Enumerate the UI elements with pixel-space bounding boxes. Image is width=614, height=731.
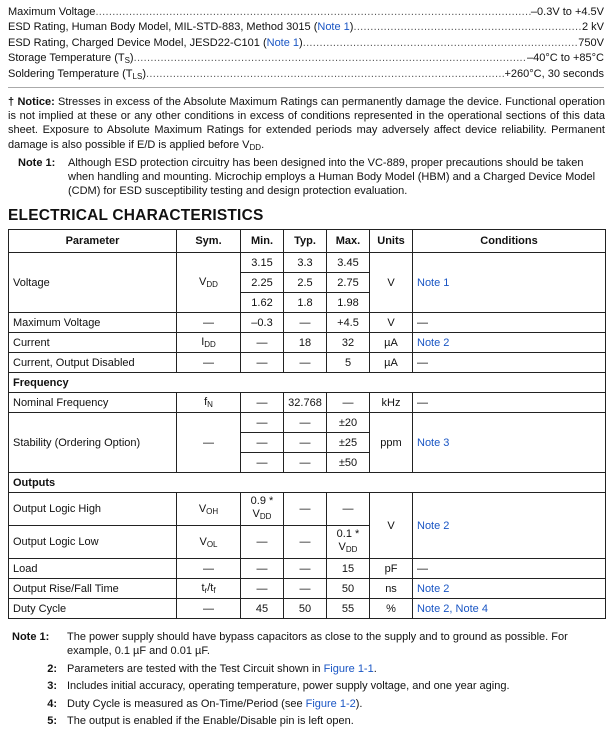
param-cell: Current bbox=[9, 333, 177, 353]
unit-cell: V bbox=[370, 253, 413, 313]
footnote bbox=[12, 697, 606, 711]
max-cell: ±50 bbox=[327, 453, 370, 473]
typ-cell: 2.5 bbox=[284, 273, 327, 293]
typ-cell: 1.8 bbox=[284, 293, 327, 313]
sym-cell: $I_{DD}$ bbox=[177, 333, 241, 353]
note-2-link[interactable]: Note 2 bbox=[417, 519, 450, 532]
param-cell: Nominal Frequency bbox=[9, 393, 177, 413]
figure-1-1-link[interactable]: Figure 1-1 bbox=[323, 662, 374, 675]
table-header-row bbox=[9, 230, 606, 253]
sym-cell: — bbox=[177, 599, 241, 619]
cond-cell: — bbox=[413, 393, 606, 413]
note-label: Note 1: bbox=[18, 157, 56, 169]
footnote-text: The output is enabled if the Enable/Disable pin is left open. bbox=[67, 715, 354, 728]
typ-cell: 18 bbox=[284, 333, 327, 353]
section-row bbox=[9, 373, 606, 393]
table-row bbox=[9, 559, 606, 579]
min-cell: — bbox=[241, 353, 284, 373]
max-cell: 15 bbox=[327, 559, 370, 579]
section-heading: Frequency bbox=[9, 373, 606, 393]
footnote-label: 2: bbox=[47, 662, 57, 675]
footnote-text: Includes initial accuracy, operating temperature, power supply voltage, and one year aging. bbox=[67, 680, 510, 693]
note-1-link[interactable]: Note 1 bbox=[317, 21, 350, 34]
footnote bbox=[12, 662, 606, 676]
divider bbox=[8, 87, 604, 88]
unit-cell: ns bbox=[370, 579, 413, 599]
table-row bbox=[9, 353, 606, 373]
param-cell: Maximum Voltage bbox=[9, 313, 177, 333]
max-cell: — bbox=[327, 393, 370, 413]
section-title: ELECTRICAL CHARACTERISTICS bbox=[8, 207, 264, 224]
max-cell: 0.1 * $V_{DD}$ bbox=[327, 526, 370, 559]
esd-note bbox=[18, 156, 605, 199]
typ-cell: — bbox=[284, 526, 327, 559]
param-cell: Stability (Ordering Option) bbox=[9, 413, 177, 473]
sym-cell: $V_{OH}$ bbox=[177, 493, 241, 526]
min-cell: 45 bbox=[241, 599, 284, 619]
min-cell: — bbox=[241, 413, 284, 433]
max-cell: ±25 bbox=[327, 433, 370, 453]
min-cell: 0.9 * $V_{DD}$ bbox=[241, 493, 284, 526]
rating-row bbox=[8, 67, 604, 82]
note-1-link[interactable]: Note 1 bbox=[417, 276, 450, 289]
min-cell: — bbox=[241, 393, 284, 413]
cond-cell bbox=[413, 599, 606, 619]
sym-cell: — bbox=[177, 413, 241, 473]
note-1-link[interactable]: Note 1 bbox=[266, 36, 300, 49]
max-cell: 5 bbox=[327, 353, 370, 373]
max-cell: 55 bbox=[327, 599, 370, 619]
max-cell: 2.75 bbox=[327, 273, 370, 293]
sym-cell: $V_{DD}$ bbox=[177, 253, 241, 313]
note-text: Although ESD protection circuitry has been designed into the VC-889, proper precautions should be taken when handling and mounting. Microchip employs a Human Body Model (HBM) and a Charged Device Model (CDM) for ESD susceptibility testing and design protection evaluation. bbox=[68, 157, 596, 198]
footnote-text: Duty Cycle is measured as On-Time/Period (see Figure 1-2). bbox=[67, 697, 363, 710]
table-row bbox=[9, 253, 606, 273]
section-row bbox=[9, 473, 606, 493]
unit-cell: % bbox=[370, 599, 413, 619]
absolute-ratings-list bbox=[8, 5, 604, 82]
unit-cell: kHz bbox=[370, 393, 413, 413]
max-cell: 1.98 bbox=[327, 293, 370, 313]
note-2-link[interactable]: Note 2 bbox=[417, 336, 450, 349]
col-header: Typ. bbox=[284, 230, 327, 253]
leader-dots bbox=[303, 36, 579, 51]
param-cell: Duty Cycle bbox=[9, 599, 177, 619]
sym-cell: — bbox=[177, 313, 241, 333]
footnote-text: Parameters are tested with the Test Circuit shown in Figure 1-1. bbox=[67, 662, 377, 675]
footnote bbox=[12, 630, 606, 659]
section-heading: Outputs bbox=[9, 473, 606, 493]
table-footnotes bbox=[12, 630, 606, 731]
typ-cell: — bbox=[284, 559, 327, 579]
rating-value: –0.3V to +4.5V bbox=[530, 6, 604, 18]
rating-row bbox=[8, 20, 604, 35]
min-cell: — bbox=[241, 453, 284, 473]
table-row bbox=[9, 313, 606, 333]
min-cell: — bbox=[241, 579, 284, 599]
max-cell: +4.5 bbox=[327, 313, 370, 333]
cond-cell: — bbox=[413, 313, 606, 333]
note-2-link[interactable]: Note 2 bbox=[417, 582, 450, 595]
notice-mark: † Notice: bbox=[8, 96, 55, 108]
rating-label: Soldering Temperature $(T_{LS})$ bbox=[8, 67, 146, 81]
unit-cell: V bbox=[370, 313, 413, 333]
leader-dots bbox=[134, 51, 527, 66]
sym-cell: $V_{OL}$ bbox=[177, 526, 241, 559]
rating-label: Storage Temperature $(T_S)$ bbox=[8, 52, 134, 66]
typ-cell: 3.3 bbox=[284, 253, 327, 273]
leader-dots bbox=[353, 20, 582, 35]
unit-cell: pF bbox=[370, 559, 413, 579]
col-header: Parameter bbox=[9, 230, 177, 253]
typ-cell: — bbox=[284, 453, 327, 473]
cond-cell bbox=[413, 493, 606, 559]
param-cell: Output Rise/Fall Time bbox=[9, 579, 177, 599]
param-cell: Current, Output Disabled bbox=[9, 353, 177, 373]
absolute-max-notice: † Notice: Stresses in excess of the Absolute Maximum Ratings can permanently damage the device. Functional operation is not implied at these or any other conditions in excess of conditions represented in the operational sections of this data sheet. Exposure to Absolute Maximum Ratings for extended periods may adversely affect device reliability. Permanent damage is also possible if E/D is applied before $V_{DD}$. bbox=[8, 96, 605, 152]
figure-1-2-link[interactable]: Figure 1-2 bbox=[305, 697, 356, 710]
typ-cell: — bbox=[284, 433, 327, 453]
typ-cell: — bbox=[284, 413, 327, 433]
rating-label: ESD Rating, Human Body Model, MIL-STD-883, Method 3015 (Note 1) bbox=[8, 21, 354, 34]
cond-cell bbox=[413, 413, 606, 473]
unit-cell: V bbox=[370, 493, 413, 559]
table-row bbox=[9, 579, 606, 599]
typ-cell: — bbox=[284, 353, 327, 373]
footnote bbox=[12, 679, 606, 693]
leader-dots bbox=[95, 5, 530, 20]
footnote-label: 3: bbox=[47, 680, 57, 693]
param-cell: Output Logic Low bbox=[9, 526, 177, 559]
rating-row bbox=[8, 36, 604, 51]
rating-row bbox=[8, 51, 604, 66]
unit-cell: µA bbox=[370, 333, 413, 353]
table-row bbox=[9, 333, 606, 353]
electrical-characteristics-table bbox=[8, 229, 606, 619]
rating-label: ESD Rating, Charged Device Model, JESD22-C101 (Note 1) bbox=[8, 36, 303, 49]
col-header: Sym. bbox=[177, 230, 241, 253]
sym-cell: $t_r/t_f$ bbox=[177, 579, 241, 599]
min-cell: 2.25 bbox=[241, 273, 284, 293]
rating-value: –40°C to +85°C bbox=[527, 52, 604, 65]
rating-row bbox=[8, 5, 604, 20]
note-3-link[interactable]: Note 3 bbox=[417, 436, 450, 449]
rating-value: 750V bbox=[578, 36, 604, 49]
min-cell: 1.62 bbox=[241, 293, 284, 313]
max-cell: — bbox=[327, 493, 370, 526]
min-cell: — bbox=[241, 559, 284, 579]
typ-cell: — bbox=[284, 579, 327, 599]
footnote bbox=[12, 714, 606, 728]
sym-cell: — bbox=[177, 559, 241, 579]
unit-cell: µA bbox=[370, 353, 413, 373]
cond-cell bbox=[413, 253, 606, 313]
col-header: Max. bbox=[327, 230, 370, 253]
cond-cell bbox=[413, 579, 606, 599]
table-row bbox=[9, 493, 606, 526]
footnote-label: 5: bbox=[47, 715, 57, 728]
typ-cell: 50 bbox=[284, 599, 327, 619]
note-2-note-4-link[interactable]: Note 2, Note 4 bbox=[417, 602, 488, 615]
col-header: Min. bbox=[241, 230, 284, 253]
typ-cell: — bbox=[284, 313, 327, 333]
footnote-label: Note 1: bbox=[12, 631, 50, 643]
footnote-label: 4: bbox=[47, 697, 57, 710]
rating-value: 2 kV bbox=[581, 21, 604, 34]
min-cell: –0.3 bbox=[241, 313, 284, 333]
footnote-text: The power supply should have bypass capacitors as close to the supply and to ground as possible. For example, 0.1 µF and 0.01 µF. bbox=[67, 631, 568, 658]
param-cell: Load bbox=[9, 559, 177, 579]
min-cell: 3.15 bbox=[241, 253, 284, 273]
rating-label: Maximum Voltage bbox=[8, 6, 96, 18]
table-row bbox=[9, 413, 606, 433]
max-cell: 3.45 bbox=[327, 253, 370, 273]
typ-cell: 32.768 bbox=[284, 393, 327, 413]
rating-value: +260°C, 30 seconds bbox=[504, 67, 604, 80]
max-cell: 50 bbox=[327, 579, 370, 599]
cond-cell: — bbox=[413, 559, 606, 579]
table-row bbox=[9, 599, 606, 619]
cond-cell: — bbox=[413, 353, 606, 373]
max-cell: 32 bbox=[327, 333, 370, 353]
table-row bbox=[9, 393, 606, 413]
col-header: Conditions bbox=[413, 230, 606, 253]
param-cell: Voltage bbox=[9, 253, 177, 313]
col-header: Units bbox=[370, 230, 413, 253]
param-cell: Output Logic High bbox=[9, 493, 177, 526]
min-cell: — bbox=[241, 333, 284, 353]
max-cell: ±20 bbox=[327, 413, 370, 433]
min-cell: — bbox=[241, 433, 284, 453]
sym-cell: — bbox=[177, 353, 241, 373]
cond-cell bbox=[413, 333, 606, 353]
sym-cell: $f_N$ bbox=[177, 393, 241, 413]
unit-cell: ppm bbox=[370, 413, 413, 473]
leader-dots bbox=[146, 67, 505, 82]
typ-cell: — bbox=[284, 493, 327, 526]
min-cell: — bbox=[241, 526, 284, 559]
